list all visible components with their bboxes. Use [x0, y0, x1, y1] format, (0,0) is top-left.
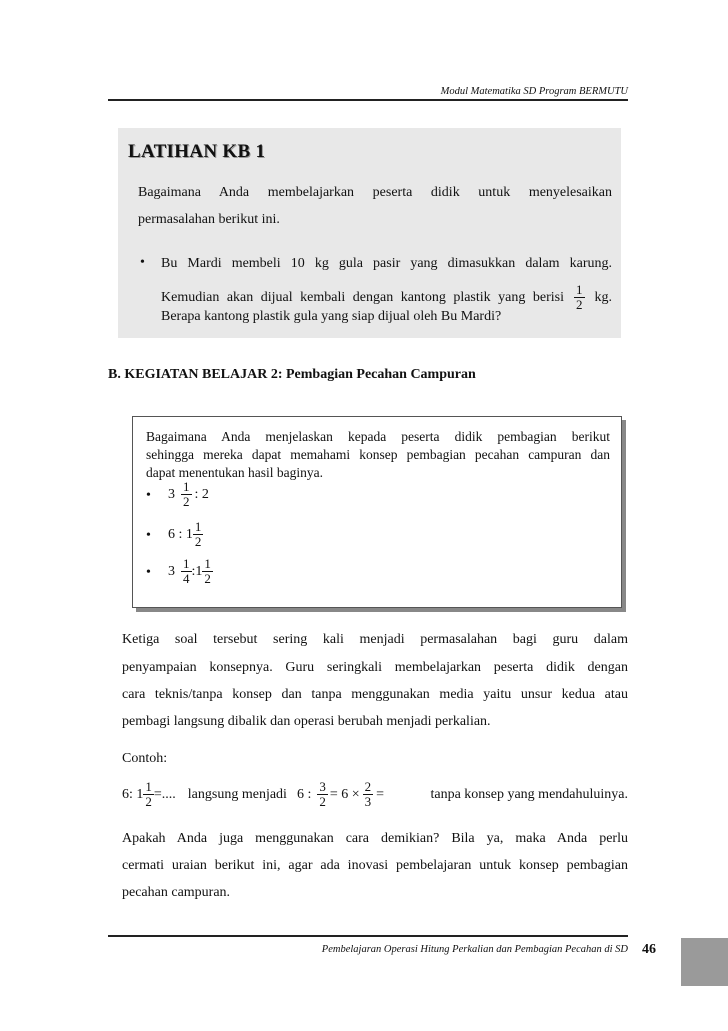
- fraction-denominator: 2: [576, 297, 583, 312]
- fraction-numerator: 1: [183, 556, 190, 571]
- task-item-3: [168, 557, 213, 586]
- fraction-denominator: 2: [319, 794, 326, 809]
- latihan-bullet-line1: Bu Mardi membeli 10 kg gula pasir yang dimasukkan dalam karung.: [161, 256, 612, 271]
- fraction: [363, 780, 374, 809]
- fraction-denominator: 4: [183, 571, 190, 586]
- operation: : 2: [194, 486, 209, 502]
- para1-line2: penyampaian konsepnya. Guru seringkali membelajarkan peserta didik dengan: [122, 660, 628, 675]
- fraction-denominator: 2: [145, 794, 152, 809]
- fraction-denominator: 2: [204, 571, 211, 586]
- contoh-label: Contoh:: [122, 751, 168, 766]
- example-lead: 6: 1: [122, 786, 144, 802]
- fraction: [143, 780, 154, 809]
- unit-kg: kg.: [594, 289, 612, 305]
- fraction-numerator: 1: [183, 479, 190, 494]
- fraction-numerator: 1: [576, 282, 583, 297]
- para2-line1: Apakah Anda juga menggunakan cara demikian? Bila ya, maka Anda perlu: [122, 831, 628, 846]
- bullet-dot: •: [146, 488, 151, 503]
- bullet-dot: •: [146, 528, 151, 543]
- mixed-whole: 3: [168, 486, 175, 502]
- para2-line2: cermati uraian berikut ini, agar ada inovasi pembelajaran untuk konsep pembagian: [122, 858, 628, 873]
- fraction-denominator: 3: [364, 794, 372, 809]
- bullet-dot: •: [146, 565, 151, 580]
- task-line2: sehingga mereka dapat memahami konsep pembagian pecahan campuran dan: [146, 447, 610, 462]
- para1-line3: cara teknis/tanpa konsep dan tanpa menggunakan media yaitu unsur kedua atau: [122, 687, 628, 702]
- example-eq: =: [376, 786, 385, 802]
- fraction-numerator: 1: [204, 556, 211, 571]
- half-fraction: [574, 283, 585, 312]
- para1-line4: pembagi langsung dibalik dan operasi berubah menjadi perkalian.: [122, 714, 491, 729]
- fraction-numerator: 1: [145, 779, 152, 794]
- operation: :1: [191, 563, 203, 579]
- latihan-intro-line2: permasalahan berikut ini.: [138, 212, 280, 227]
- page-tab: [681, 938, 728, 986]
- expression-lead: 6 : 1: [168, 526, 193, 542]
- page-number: 46: [642, 942, 656, 957]
- fraction: [181, 480, 192, 509]
- fraction-numerator: 3: [319, 779, 326, 794]
- latihan-intro-line1: Bagaimana Anda membelajarkan peserta didik untuk menyelesaikan: [138, 185, 612, 200]
- fraction-denominator: 2: [194, 534, 202, 549]
- fraction-numerator: 1: [194, 519, 202, 534]
- fraction: [317, 780, 328, 809]
- task-item-2: [168, 520, 203, 549]
- fraction: [202, 557, 213, 586]
- task-line3: dapat menentukan hasil baginya.: [146, 465, 323, 480]
- fraction-denominator: 2: [183, 494, 190, 509]
- fraction-numerator: 2: [364, 779, 372, 794]
- fraction: [181, 557, 192, 586]
- running-footer: Pembelajaran Operasi Hitung Perkalian dan Pembagian Pecahan di SD: [321, 944, 628, 955]
- para2-line3: pecahan campuran.: [122, 885, 231, 900]
- task-item-1: [168, 480, 209, 509]
- example-mid: = 6 ×: [329, 786, 360, 802]
- example-equals: =....: [153, 786, 176, 802]
- latihan-title: LATIHAN KB 1: [128, 141, 266, 162]
- section-title: B. KEGIATAN BELAJAR 2: Pembagian Pecahan Campuran: [108, 367, 476, 382]
- latihan-bullet-line2-text: Kemudian akan dijual kembali dengan kantong plastik yang berisi: [161, 289, 564, 305]
- example-text: langsung menjadi: [187, 786, 287, 802]
- header-rule: [108, 99, 628, 101]
- latihan-bullet-line3: Berapa kantong plastik gula yang siap dijual oleh Bu Mardi?: [161, 309, 502, 324]
- para1-line1: Ketiga soal tersebut sering kali menjadi permasalahan bagi guru dalam: [122, 632, 628, 647]
- task-line1: Bagaimana Anda menjelaskan kepada peserta didik pembagian berikut: [146, 429, 610, 444]
- example-six: 6 :: [296, 786, 312, 802]
- running-header: Modul Matematika SD Program BERMUTU: [440, 86, 628, 97]
- footer-rule: [108, 935, 628, 937]
- example-line: [122, 780, 628, 809]
- example-tail: tanpa konsep yang mendahuluinya.: [430, 786, 628, 802]
- bullet-dot: •: [140, 255, 145, 270]
- fraction: [193, 520, 204, 549]
- mixed-whole: 3: [168, 563, 175, 579]
